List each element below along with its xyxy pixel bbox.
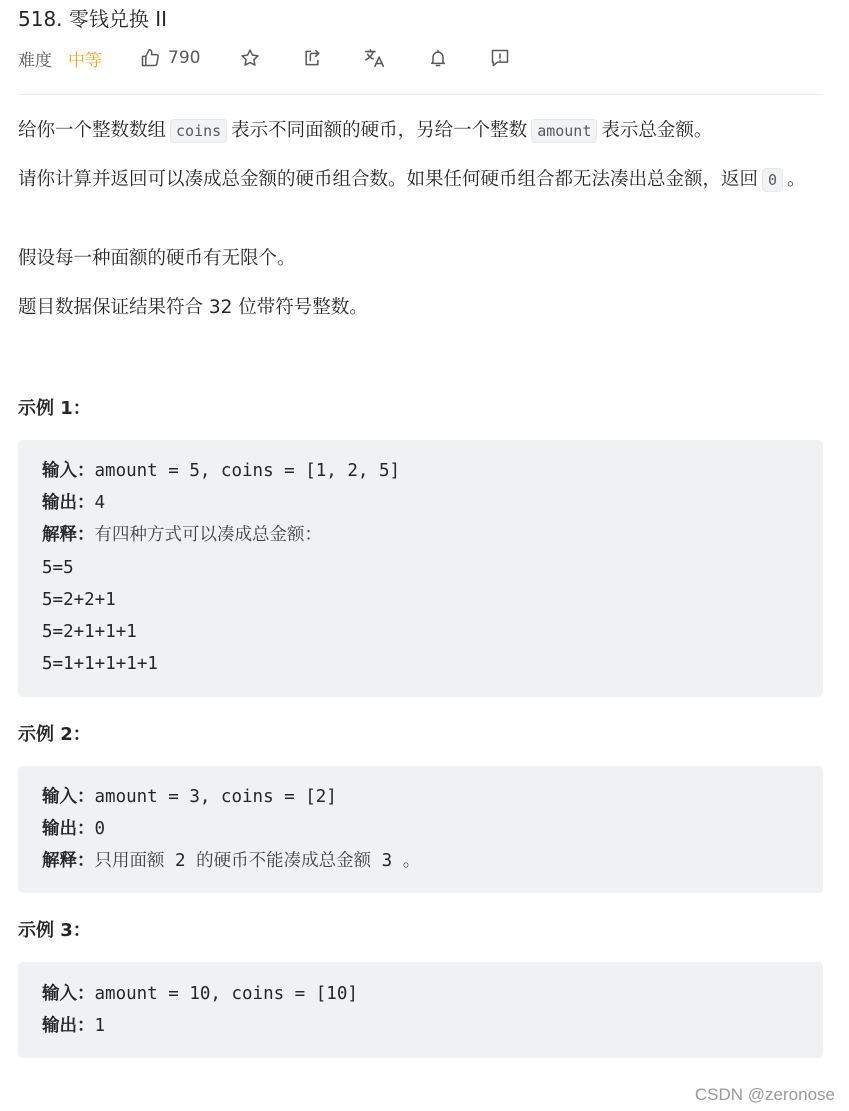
explain-label: 解释： [42,525,95,545]
example-2-box [18,766,823,893]
translate-button[interactable] [364,47,386,69]
example-1-line: 5=1+1+1+1+1 [42,654,158,674]
output-value: 0 [94,819,106,839]
output-value: 4 [94,493,106,513]
example-1-box [18,440,823,697]
explain-label: 解释： [42,851,95,871]
example-2-title: 示例 2： [18,724,91,745]
problem-toolbar [18,44,510,72]
output-value: 1 [94,1016,106,1036]
inline-code-coins: coins [170,119,227,143]
example-3-title: 示例 3： [18,920,91,941]
notify-button[interactable] [428,48,448,68]
description-text: 表示不同面额的硬币，另给一个整数 [231,120,528,141]
example-3-output [42,1014,105,1038]
feedback-button[interactable] [490,48,510,68]
input-label: 输入： [42,787,95,807]
explain-text: 有四种方式可以凑成总金额： [94,525,322,545]
description-paragraph-3: 假设每一种面额的硬币有无限个。 [18,248,296,269]
thumbs-up-icon [140,48,160,68]
favorite-button[interactable] [240,48,260,68]
example-2-output [42,817,105,841]
example-3-box [18,962,823,1058]
inline-code-zero: 0 [762,168,783,192]
problem-title: 518. 零钱兑换 II [18,7,168,31]
explain-value: 2 [164,851,197,871]
example-2-input [42,785,337,809]
explain-value: 3 [371,851,403,871]
translate-icon [364,47,386,69]
watermark: CSDN @zeronose [694,1085,835,1104]
description-paragraph-2 [18,165,818,195]
description-text: 表示总金额。 [601,120,713,141]
explain-text: 只用面额 [94,851,165,871]
description-text: 。 [787,169,806,190]
example-3-input [42,982,358,1006]
output-label: 输出： [42,819,95,839]
example-1-line: 5=2+2+1 [42,590,116,610]
difficulty-badge: 中等 [68,50,102,71]
example-1-line: 5=5 [42,558,74,578]
example-2-explanation [42,849,420,873]
example-1-output [42,491,105,515]
input-value: amount = 10, coins = [10] [94,984,358,1004]
inline-code-amount: amount [531,119,597,143]
input-label: 输入： [42,461,95,481]
star-icon [240,48,260,68]
example-1-title: 示例 1： [18,398,91,419]
input-value: amount = 5, coins = [1, 2, 5] [94,461,401,481]
share-icon [302,48,322,68]
input-value: amount = 3, coins = [2] [94,787,337,807]
like-count: 790 [168,48,201,68]
difficulty-label: 难度 [18,50,52,71]
output-label: 输出： [42,1016,95,1036]
description-paragraph-1 [18,116,818,146]
input-label: 输入： [42,984,95,1004]
share-button[interactable] [302,48,322,68]
output-label: 输出： [42,493,95,513]
header-divider [18,94,823,95]
explain-text: 的硬币不能凑成总金额 [196,851,372,871]
example-1-line: 5=2+1+1+1 [42,622,137,642]
like-button[interactable] [140,48,200,68]
description-text: 给你一个整数数组 [18,120,167,141]
description-paragraph-4: 题目数据保证结果符合 32 位带符号整数。 [18,297,368,318]
bell-icon [428,48,448,68]
feedback-icon [490,48,510,68]
example-1-explanation [42,523,322,547]
example-1-input [42,459,400,483]
explain-text: 。 [402,851,421,871]
description-text: 请你计算并返回可以凑成总金额的硬币组合数。如果任何硬币组合都无法凑出总金额，返回 [18,169,759,190]
